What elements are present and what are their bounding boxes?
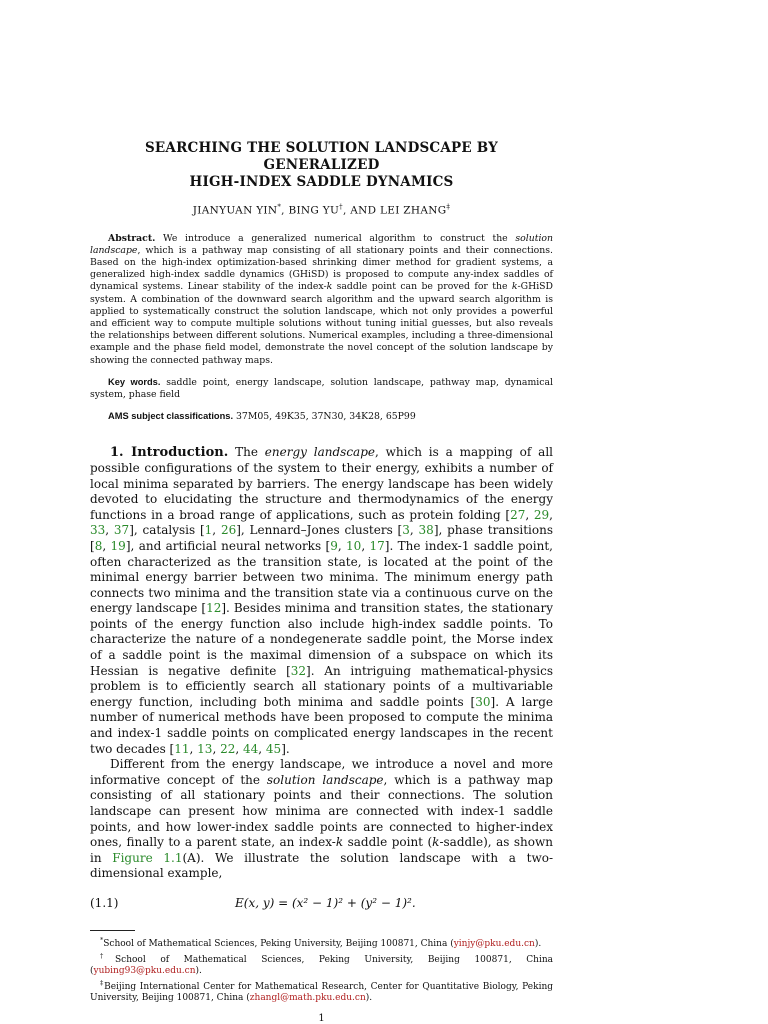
ams-classifications bbox=[90, 410, 553, 423]
body-text: ]. bbox=[281, 741, 290, 756]
citation-link[interactable]: 8 bbox=[94, 538, 103, 553]
citation-link[interactable]: 19 bbox=[110, 538, 126, 553]
footnote-text: Beijing International Center for Mathematical Research, Center for Quantitative Biology, Peking University, Beijing 100871, China ( bbox=[90, 981, 553, 1004]
body-text: ], phase transitions [ bbox=[90, 523, 553, 553]
abstract-text: , which is a pathway map consisting of all stationary points and their connections. Based on the high-index optimization-based shrinking dimer method for gradient systems, a generalized high-index saddle dynamics (GHiSD) is proposed to compute any-index saddles of dynamical systems. Linear stability of the index- bbox=[90, 244, 553, 293]
footnote-mark: ‡ bbox=[100, 978, 105, 987]
footnote-mark: * bbox=[100, 935, 104, 944]
paper-title bbox=[90, 140, 553, 191]
citation-link[interactable]: 1 bbox=[204, 523, 213, 538]
citation-link[interactable]: 26 bbox=[220, 523, 237, 538]
author-separator: , AND bbox=[342, 204, 380, 217]
keywords-text: saddle point, energy landscape, solution landscape, pathway map, dynamical system, phase field bbox=[90, 376, 553, 400]
body-text: , which is a pathway map consisting of all stationary points and their connections. The solution landscape can present how minima are connected with index-1 saddle points, and how lower-index saddle points are connected to higher-index ones, finally to a parent state, an index- bbox=[90, 772, 553, 850]
footnote-3 bbox=[90, 978, 553, 1005]
citation-link[interactable]: 33 bbox=[90, 523, 106, 538]
footnotes bbox=[90, 935, 553, 1005]
body-text: ]. An intriguing mathematical-physics problem is to efficiently search all stationary points of a multivariable energy function, including both minima and saddle points [ bbox=[90, 663, 553, 709]
body-math: k bbox=[432, 835, 440, 850]
citation-link[interactable]: 12 bbox=[206, 601, 222, 616]
body-text: ]. The index-1 saddle point, often characterized as the transition state, is located at the point of the minimal energy barrier between two minima. The minimum energy path connects two minima and the transition state via a continuous curve on the energy landscape [ bbox=[90, 538, 553, 616]
equation-1-1 bbox=[90, 890, 553, 918]
body-text: , which is a mapping of all possible configurations of the system to their energy, exhibits a number of local minima separated by barriers. The energy landscape has been widely devoted to elucidating the structure and thermodynamics of the energy functions in a broad range of applications, such as protein folding [ bbox=[90, 445, 553, 522]
body-text: Different from the energy landscape, we introduce a novel and more informative concept of the bbox=[90, 757, 553, 787]
body-emphasis: energy landscape bbox=[264, 445, 375, 460]
abstract bbox=[90, 233, 553, 367]
body-text: ], catalysis [ bbox=[129, 523, 205, 538]
citation-link[interactable]: 37 bbox=[113, 523, 130, 538]
equation-body: E(x, y) = (x² − 1)² + (y² − 1)². bbox=[235, 895, 416, 910]
citation-link[interactable]: 9 bbox=[330, 538, 338, 553]
abstract-label: Abstract. bbox=[108, 232, 156, 244]
footnote-text: School of Mathematical Sciences, Peking University, Beijing 100871, China ( bbox=[90, 954, 553, 977]
citation-link[interactable]: 44 bbox=[243, 741, 259, 756]
abstract-text: We introduce a generalized numerical algorithm to construct the bbox=[155, 232, 516, 244]
footnote-text: ). bbox=[534, 938, 542, 949]
figure-link[interactable]: Figure 1.1 bbox=[112, 850, 183, 865]
title-line-1: SEARCHING THE SOLUTION LANDSCAPE BY GENERALIZED bbox=[144, 140, 499, 173]
abstract-math: k bbox=[326, 281, 333, 293]
abstract-text: -GHiSD system. A combination of the downward search algorithm and the upward search algorithm is applied to systematically construct the solution landscape, which not only provides a powerful and efficient way to compute multiple solutions without tuning initial guesses, but also reveals the relationships between different solutions. Numerical examples, including a three-dimensional example and the phase field model, demonstrate the novel concept of the solution landscape by showing the connected pathway maps. bbox=[90, 281, 553, 366]
body-text: -saddle), as shown in bbox=[90, 835, 553, 865]
author-list bbox=[90, 203, 553, 217]
author-separator: , bbox=[281, 204, 289, 217]
email-link[interactable]: yinjy@pku.edu.cn bbox=[453, 938, 535, 949]
author-zhang: LEI ZHANG bbox=[379, 204, 447, 217]
body-text: ], and artificial neural networks [ bbox=[125, 538, 331, 553]
footnote-mark: † bbox=[100, 951, 115, 960]
body-text: ], Lennard–Jones clusters [ bbox=[236, 523, 403, 538]
abstract-text: saddle point can be proved for the bbox=[332, 281, 512, 293]
footnote-2 bbox=[90, 951, 553, 978]
footnote-text: School of Mathematical Sciences, Peking University, Beijing 100871, China ( bbox=[103, 938, 454, 949]
body-text: The bbox=[228, 445, 265, 460]
body-emphasis: solution landscape bbox=[266, 772, 384, 787]
intro-paragraph-2 bbox=[90, 757, 553, 882]
citation-link[interactable]: 38 bbox=[418, 523, 434, 538]
body-math: k bbox=[335, 835, 344, 850]
keywords bbox=[90, 376, 553, 401]
footnote-divider bbox=[90, 930, 135, 931]
author-yu: BING YU bbox=[288, 204, 340, 217]
citation-link[interactable]: 29 bbox=[533, 507, 550, 522]
section-heading: 1. Introduction. bbox=[110, 445, 229, 461]
body-text: ]. Besides minima and transition states, the stationary points of the energy function also include high-index saddle points. To characterize the nature of a nondegenerate saddle point, the Morse index of a saddle point is the maximal dimension of a subspace on which its Hessian is negative definite [ bbox=[90, 601, 553, 678]
ams-text: 37M05, 49K35, 37N30, 34K28, 65P99 bbox=[233, 411, 416, 423]
title-line-2: HIGH-INDEX SADDLE DYNAMICS bbox=[189, 174, 454, 190]
citation-link[interactable]: 27 bbox=[510, 507, 526, 522]
keywords-label: Key words. bbox=[108, 376, 161, 387]
author-yu-mark: † bbox=[339, 203, 343, 211]
author-zhang-mark: ‡ bbox=[446, 203, 451, 211]
citation-link[interactable]: 3 bbox=[402, 523, 410, 538]
body-text: saddle point ( bbox=[343, 835, 433, 850]
ams-label: AMS subject classifications. bbox=[108, 411, 234, 422]
footnote-text: ). bbox=[365, 993, 373, 1004]
citation-link[interactable]: 10 bbox=[346, 538, 362, 553]
body-text: (A). We illustrate the solution landscape with a two-dimensional example, bbox=[90, 850, 553, 881]
citation-link[interactable]: 32 bbox=[290, 663, 307, 678]
email-link[interactable]: yubing93@pku.edu.cn bbox=[93, 966, 196, 977]
citation-link[interactable]: 45 bbox=[265, 741, 282, 756]
footnote-text: ). bbox=[195, 966, 202, 977]
citation-link[interactable]: 11 bbox=[174, 741, 190, 756]
author-yin: JIANYUAN YIN bbox=[192, 204, 278, 217]
abstract-math: k bbox=[511, 281, 518, 293]
citation-link[interactable]: 22 bbox=[220, 741, 236, 756]
citation-link[interactable]: 30 bbox=[475, 694, 491, 709]
author-yin-mark: * bbox=[277, 203, 282, 211]
email-link[interactable]: zhangl@math.pku.edu.cn bbox=[249, 993, 366, 1004]
equation-number: (1.1) bbox=[90, 895, 119, 910]
page-number: 1 bbox=[318, 1012, 325, 1024]
citation-link[interactable]: 13 bbox=[197, 741, 213, 756]
body-text: ]. A large number of numerical methods have been proposed to compute the minima and index-1 saddle points on complicated energy landscapes in the recent two decades [ bbox=[90, 694, 554, 756]
abstract-emphasis: solution landscape bbox=[90, 232, 553, 256]
citation-link[interactable]: 17 bbox=[369, 538, 385, 553]
intro-paragraph-1: 1. Introduction. The energy landscape, which is a mapping of all possible configurations of the system to their energy, exhibits a number of local minima separated by barriers. The energy landscape has been widely devoted to elucidating the structure and thermodynamics of the energy functions in a broad range of applications, such as protein folding [27, 29, 33, 37], catalysis [1, 26], Lennard–Jones clusters [3, 38], phase transitions [8, 19], and artificial neural networks [9, 10, 17]. The index-1 saddle point, often characterized as the transition state, is located at the point of the minimal energy barrier between two minima. The minimum energy path connects two minima and the transition state via a continuous curve on the energy landscape [12]. Besides minima and transition states, the stationary points of the energy function also include high-index saddle points. To characterize the nature of a nondegenerate saddle point, the Morse index of a saddle point is the maximal dimension of a subspace on which its Hessian is negative definite [32]. An intriguing mathematical-physics problem is to efficiently search all stationary points of a multivariable energy function, including both minima and saddle points [30]. A large number of numerical methods have been proposed to compute the minima and index-1 saddle points on complicated energy landscapes in the recent two decades [11, 13, 22, 44, 45]. bbox=[90, 445, 554, 756]
paper-page bbox=[90, 140, 553, 1024]
footnote-1 bbox=[90, 935, 553, 951]
introduction-section bbox=[90, 445, 553, 882]
